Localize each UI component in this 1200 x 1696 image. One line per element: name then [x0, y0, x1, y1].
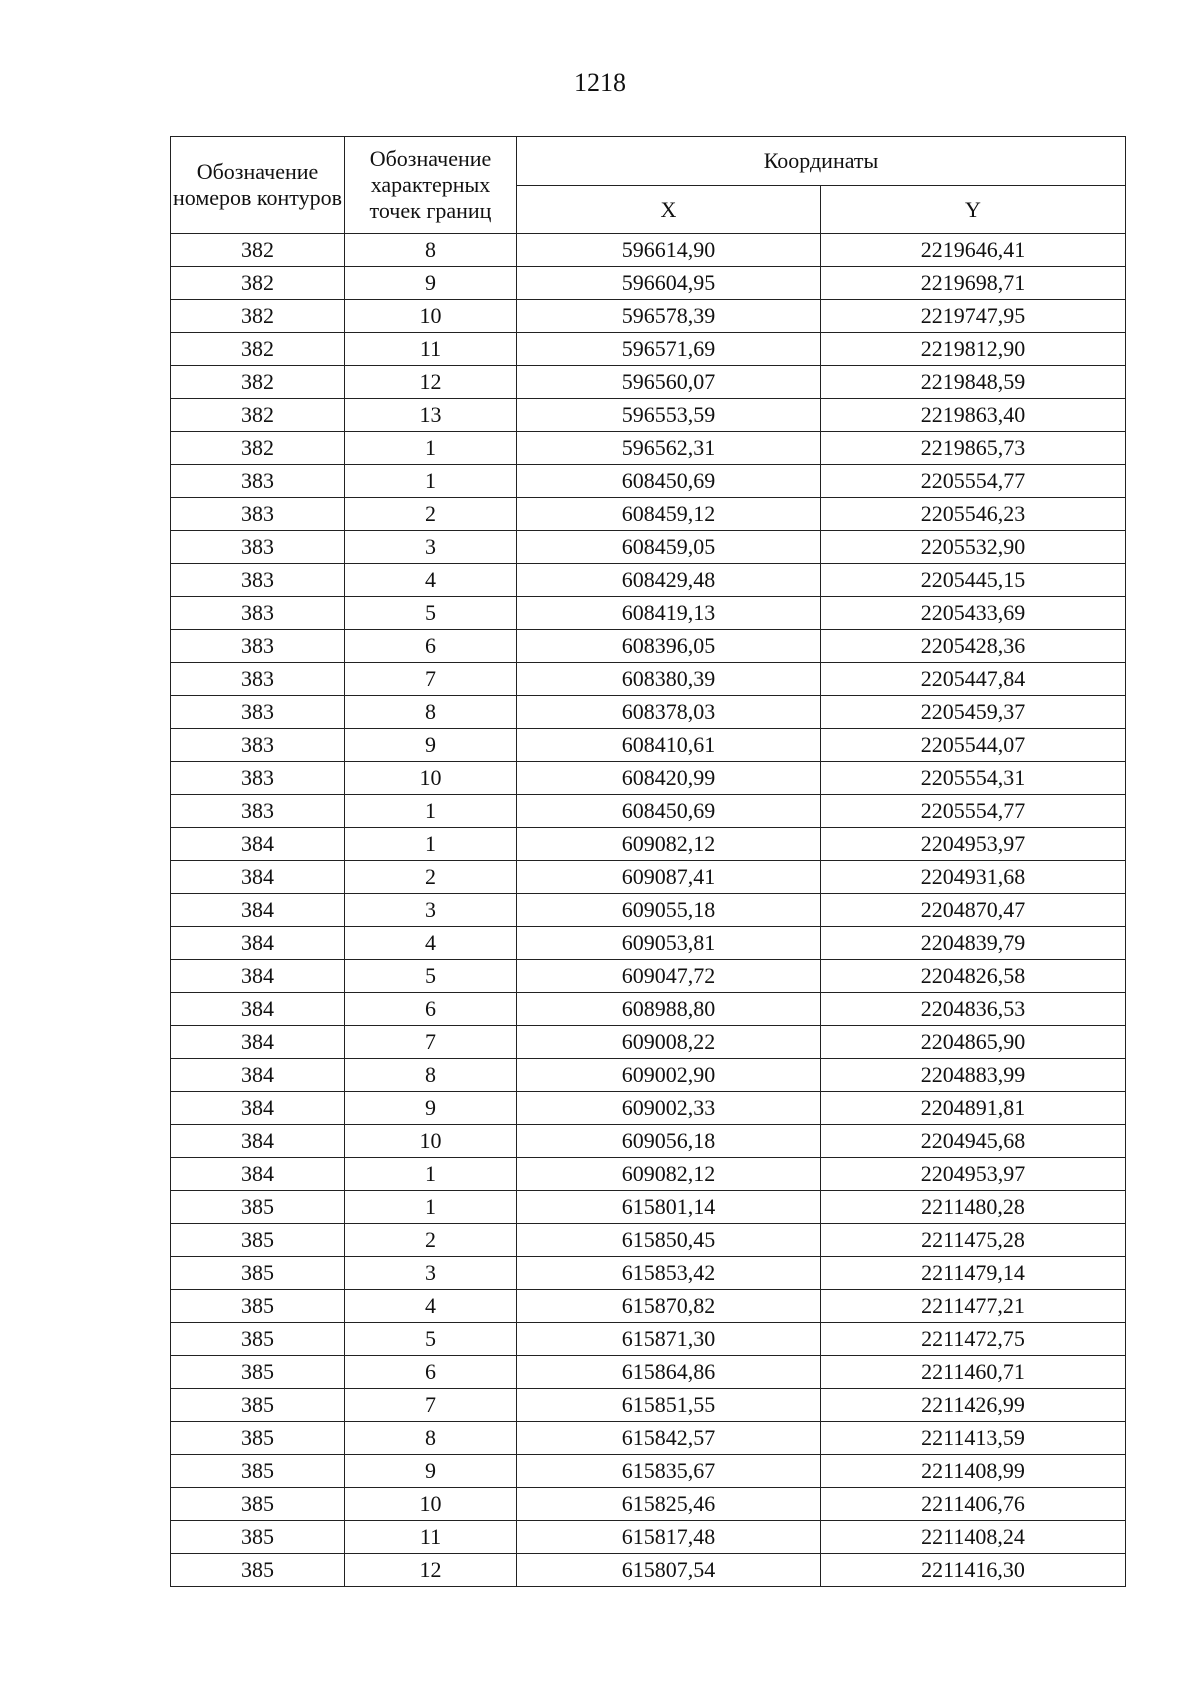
y-cell: 2211413,59: [821, 1422, 1126, 1455]
x-cell: 615853,42: [517, 1257, 821, 1290]
contour-cell: 382: [171, 366, 345, 399]
x-cell: 609002,33: [517, 1092, 821, 1125]
table-row: [171, 1521, 1126, 1554]
x-cell: 609082,12: [517, 828, 821, 861]
y-cell: 2205544,07: [821, 729, 1126, 762]
point-cell: 13: [345, 399, 517, 432]
header-boundary-point: Обозначение характерных точек границ: [345, 137, 517, 234]
point-cell: 7: [345, 1026, 517, 1059]
y-cell: 2211477,21: [821, 1290, 1126, 1323]
table-row: [171, 795, 1126, 828]
y-cell: 2204883,99: [821, 1059, 1126, 1092]
table-row: [171, 696, 1126, 729]
x-cell: 615870,82: [517, 1290, 821, 1323]
table-row: [171, 1125, 1126, 1158]
y-cell: 2204836,53: [821, 993, 1126, 1026]
contour-cell: 384: [171, 960, 345, 993]
y-cell: 2204953,97: [821, 1158, 1126, 1191]
table-row: [171, 1092, 1126, 1125]
contour-cell: 384: [171, 1026, 345, 1059]
table-row: [171, 927, 1126, 960]
x-cell: 608429,48: [517, 564, 821, 597]
y-cell: 2211460,71: [821, 1356, 1126, 1389]
y-cell: 2204891,81: [821, 1092, 1126, 1125]
x-cell: 615801,14: [517, 1191, 821, 1224]
table-row: [171, 333, 1126, 366]
contour-cell: 383: [171, 630, 345, 663]
point-cell: 1: [345, 465, 517, 498]
x-cell: 596571,69: [517, 333, 821, 366]
point-cell: 3: [345, 894, 517, 927]
point-cell: 1: [345, 1158, 517, 1191]
point-cell: 1: [345, 795, 517, 828]
x-cell: 608420,99: [517, 762, 821, 795]
contour-cell: 383: [171, 465, 345, 498]
point-cell: 9: [345, 729, 517, 762]
y-cell: 2204839,79: [821, 927, 1126, 960]
y-cell: 2205445,15: [821, 564, 1126, 597]
contour-cell: 385: [171, 1191, 345, 1224]
contour-cell: 384: [171, 1059, 345, 1092]
table-body: [171, 234, 1126, 1587]
point-cell: 10: [345, 300, 517, 333]
contour-cell: 383: [171, 663, 345, 696]
x-cell: 608988,80: [517, 993, 821, 1026]
contour-cell: 382: [171, 399, 345, 432]
table-row: [171, 1158, 1126, 1191]
x-cell: 608410,61: [517, 729, 821, 762]
x-cell: 596614,90: [517, 234, 821, 267]
table-row: [171, 828, 1126, 861]
contour-cell: 383: [171, 498, 345, 531]
x-cell: 609002,90: [517, 1059, 821, 1092]
y-cell: 2204865,90: [821, 1026, 1126, 1059]
point-cell: 9: [345, 267, 517, 300]
point-cell: 3: [345, 531, 517, 564]
point-cell: 2: [345, 498, 517, 531]
point-cell: 1: [345, 432, 517, 465]
table-row: [171, 762, 1126, 795]
x-cell: 596562,31: [517, 432, 821, 465]
y-cell: 2204953,97: [821, 828, 1126, 861]
table-row: [171, 366, 1126, 399]
contour-cell: 385: [171, 1488, 345, 1521]
x-cell: 615807,54: [517, 1554, 821, 1587]
x-cell: 615825,46: [517, 1488, 821, 1521]
x-cell: 608450,69: [517, 795, 821, 828]
x-cell: 596578,39: [517, 300, 821, 333]
y-cell: 2219863,40: [821, 399, 1126, 432]
table-row: [171, 498, 1126, 531]
table-row: [171, 597, 1126, 630]
contour-cell: 384: [171, 894, 345, 927]
table-row: [171, 399, 1126, 432]
contour-cell: 383: [171, 564, 345, 597]
point-cell: 6: [345, 993, 517, 1026]
y-cell: 2211408,99: [821, 1455, 1126, 1488]
table-row: [171, 861, 1126, 894]
contour-cell: 382: [171, 267, 345, 300]
point-cell: 1: [345, 1191, 517, 1224]
header-coordinates: Координаты: [517, 137, 1126, 186]
y-cell: 2205447,84: [821, 663, 1126, 696]
table-row: [171, 1455, 1126, 1488]
contour-cell: 385: [171, 1323, 345, 1356]
point-cell: 2: [345, 861, 517, 894]
contour-cell: 385: [171, 1422, 345, 1455]
x-cell: 609082,12: [517, 1158, 821, 1191]
table-row: [171, 234, 1126, 267]
table-row: [171, 960, 1126, 993]
contour-cell: 383: [171, 696, 345, 729]
y-cell: 2211479,14: [821, 1257, 1126, 1290]
table-row: [171, 465, 1126, 498]
x-cell: 615851,55: [517, 1389, 821, 1422]
point-cell: 11: [345, 333, 517, 366]
x-cell: 608419,13: [517, 597, 821, 630]
table-row: [171, 1224, 1126, 1257]
point-cell: 4: [345, 564, 517, 597]
table-row: [171, 1191, 1126, 1224]
x-cell: 608378,03: [517, 696, 821, 729]
y-cell: 2211475,28: [821, 1224, 1126, 1257]
x-cell: 609047,72: [517, 960, 821, 993]
y-cell: 2204945,68: [821, 1125, 1126, 1158]
y-cell: 2204870,47: [821, 894, 1126, 927]
contour-cell: 385: [171, 1455, 345, 1488]
point-cell: 12: [345, 366, 517, 399]
point-cell: 9: [345, 1455, 517, 1488]
contour-cell: 382: [171, 432, 345, 465]
y-cell: 2219646,41: [821, 234, 1126, 267]
y-cell: 2205554,77: [821, 795, 1126, 828]
x-cell: 608459,12: [517, 498, 821, 531]
x-cell: 615835,67: [517, 1455, 821, 1488]
point-cell: 4: [345, 927, 517, 960]
y-cell: 2211406,76: [821, 1488, 1126, 1521]
point-cell: 8: [345, 696, 517, 729]
point-cell: 10: [345, 762, 517, 795]
y-cell: 2211480,28: [821, 1191, 1126, 1224]
y-cell: 2211472,75: [821, 1323, 1126, 1356]
table-row: [171, 993, 1126, 1026]
contour-cell: 384: [171, 1125, 345, 1158]
contour-cell: 384: [171, 1158, 345, 1191]
table-row: [171, 1356, 1126, 1389]
x-cell: 596560,07: [517, 366, 821, 399]
table-row: [171, 1554, 1126, 1587]
contour-cell: 385: [171, 1257, 345, 1290]
table-row: [171, 267, 1126, 300]
contour-cell: 385: [171, 1356, 345, 1389]
x-cell: 608396,05: [517, 630, 821, 663]
table-row: [171, 1323, 1126, 1356]
point-cell: 7: [345, 663, 517, 696]
contour-cell: 385: [171, 1554, 345, 1587]
table-row: [171, 729, 1126, 762]
table-row: [171, 1488, 1126, 1521]
table-row: [171, 630, 1126, 663]
point-cell: 3: [345, 1257, 517, 1290]
point-cell: 6: [345, 1356, 517, 1389]
header-x: X: [517, 186, 821, 234]
table-row: [171, 432, 1126, 465]
contour-cell: 385: [171, 1224, 345, 1257]
point-cell: 8: [345, 1422, 517, 1455]
point-cell: 7: [345, 1389, 517, 1422]
point-cell: 5: [345, 597, 517, 630]
contour-cell: 384: [171, 861, 345, 894]
y-cell: 2219747,95: [821, 300, 1126, 333]
x-cell: 615842,57: [517, 1422, 821, 1455]
point-cell: 10: [345, 1125, 517, 1158]
x-cell: 609055,18: [517, 894, 821, 927]
y-cell: 2204931,68: [821, 861, 1126, 894]
table-row: [171, 300, 1126, 333]
contour-cell: 385: [171, 1521, 345, 1554]
coordinates-table: [170, 136, 1126, 1587]
contour-cell: 384: [171, 1092, 345, 1125]
contour-cell: 385: [171, 1290, 345, 1323]
contour-cell: 383: [171, 597, 345, 630]
y-cell: 2205554,77: [821, 465, 1126, 498]
point-cell: 12: [345, 1554, 517, 1587]
point-cell: 1: [345, 828, 517, 861]
y-cell: 2205459,37: [821, 696, 1126, 729]
point-cell: 11: [345, 1521, 517, 1554]
y-cell: 2219848,59: [821, 366, 1126, 399]
table-row: [171, 1422, 1126, 1455]
page-number: 1218: [574, 68, 626, 97]
y-cell: 2205428,36: [821, 630, 1126, 663]
y-cell: 2211408,24: [821, 1521, 1126, 1554]
y-cell: 2205546,23: [821, 498, 1126, 531]
y-cell: 2205532,90: [821, 531, 1126, 564]
point-cell: 8: [345, 1059, 517, 1092]
point-cell: 9: [345, 1092, 517, 1125]
x-cell: 615817,48: [517, 1521, 821, 1554]
x-cell: 609087,41: [517, 861, 821, 894]
x-cell: 615850,45: [517, 1224, 821, 1257]
table-row: [171, 894, 1126, 927]
point-cell: 8: [345, 234, 517, 267]
y-cell: 2205554,31: [821, 762, 1126, 795]
point-cell: 2: [345, 1224, 517, 1257]
x-cell: 609056,18: [517, 1125, 821, 1158]
table-row: [171, 531, 1126, 564]
contour-cell: 383: [171, 531, 345, 564]
x-cell: 608380,39: [517, 663, 821, 696]
y-cell: 2219812,90: [821, 333, 1126, 366]
header-y: Y: [821, 186, 1126, 234]
contour-cell: 382: [171, 234, 345, 267]
contour-cell: 383: [171, 762, 345, 795]
x-cell: 615864,86: [517, 1356, 821, 1389]
table-row: [171, 1257, 1126, 1290]
contour-cell: 383: [171, 729, 345, 762]
table-row: [171, 663, 1126, 696]
point-cell: 5: [345, 1323, 517, 1356]
table-row: [171, 1026, 1126, 1059]
x-cell: 596604,95: [517, 267, 821, 300]
x-cell: 609053,81: [517, 927, 821, 960]
table-row: [171, 564, 1126, 597]
contour-cell: 384: [171, 993, 345, 1026]
x-cell: 608450,69: [517, 465, 821, 498]
contour-cell: 384: [171, 927, 345, 960]
contour-cell: 383: [171, 795, 345, 828]
x-cell: 596553,59: [517, 399, 821, 432]
y-cell: 2219865,73: [821, 432, 1126, 465]
header-contour-number: Обозначение номеров контуров: [171, 137, 345, 234]
y-cell: 2204826,58: [821, 960, 1126, 993]
y-cell: 2211416,30: [821, 1554, 1126, 1587]
point-cell: 6: [345, 630, 517, 663]
contour-cell: 385: [171, 1389, 345, 1422]
contour-cell: 384: [171, 828, 345, 861]
table-row: [171, 1059, 1126, 1092]
point-cell: 5: [345, 960, 517, 993]
contour-cell: 382: [171, 300, 345, 333]
x-cell: 609008,22: [517, 1026, 821, 1059]
table-row: [171, 1389, 1126, 1422]
contour-cell: 382: [171, 333, 345, 366]
y-cell: 2219698,71: [821, 267, 1126, 300]
x-cell: 615871,30: [517, 1323, 821, 1356]
table-row: [171, 1290, 1126, 1323]
point-cell: 4: [345, 1290, 517, 1323]
point-cell: 10: [345, 1488, 517, 1521]
y-cell: 2211426,99: [821, 1389, 1126, 1422]
y-cell: 2205433,69: [821, 597, 1126, 630]
x-cell: 608459,05: [517, 531, 821, 564]
